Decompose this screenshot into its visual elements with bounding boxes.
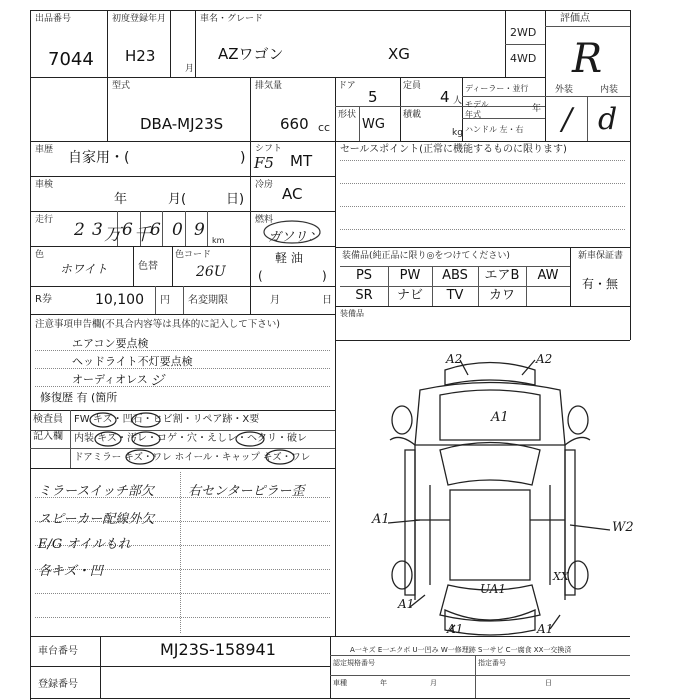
notes-label: 注意事項申告欄(不具合内容等は具体的に記入して下さい) xyxy=(35,319,280,330)
displacement-label: 排気量 xyxy=(255,81,283,91)
color-value: ホワイト xyxy=(60,262,108,276)
drive-4wd: 4WD xyxy=(510,52,537,65)
damage-mark-a1-rear-bottom: A1 xyxy=(447,622,464,636)
name-change-day: 日 xyxy=(322,295,332,306)
sales-point-label: セールスポイント(正常に機能するものに限ります) xyxy=(340,144,567,155)
chassis-label: 車台番号 xyxy=(38,646,78,657)
lot-number-label: 出品番号 xyxy=(35,14,72,24)
usage-close: ) xyxy=(240,150,246,166)
first-registration-label: 初度登録年月 xyxy=(112,14,167,24)
damage-mark-a1-hood: A1 xyxy=(491,410,509,425)
interior-grade: d xyxy=(598,102,618,137)
inspector-row-fw: FW キズ・凹石・ヒビ割・リペア跡・X要 xyxy=(74,414,260,425)
handle-label: ハンドル 左・右 xyxy=(465,125,524,134)
lot-number: 7044 xyxy=(48,49,94,70)
handwritten-note: 各キズ・凹 xyxy=(38,564,103,579)
note-line: エアコン要点検 xyxy=(72,337,149,350)
note-line: オーディオレス xyxy=(72,373,148,386)
capacity: 4 xyxy=(440,88,450,106)
other-equipment-label: 装備品 xyxy=(340,309,364,318)
equipment-label: 装備品(純正品に限り◎をつけてください) xyxy=(342,251,510,261)
inspection-day: 日) xyxy=(226,192,245,207)
shift-value: MT xyxy=(290,152,313,170)
damage-mark-a1-left: A1 xyxy=(372,512,390,527)
model-code: DBA-MJ23S xyxy=(140,115,224,133)
shift-hand: F5 xyxy=(254,154,274,172)
dealer-label: ディーラー・並行 xyxy=(465,84,529,93)
note-line: 修復歴 有 (箇所 xyxy=(40,391,118,404)
color-label: 色 xyxy=(35,250,45,260)
rating-label: 評価点 xyxy=(560,13,590,24)
interior-label: 内装 xyxy=(600,85,619,95)
warranty-label: 新車保証書 xyxy=(578,251,624,261)
name-change-label: 名変期限 xyxy=(188,295,228,306)
mileage-digit: 千 xyxy=(134,225,151,245)
fuel-label: 燃料 xyxy=(255,215,274,225)
damage-mark-ua1: UA1 xyxy=(480,582,507,596)
handwritten-note: スピーカー配線外欠 xyxy=(38,512,155,527)
load-unit: kg xyxy=(452,128,463,138)
car-name: AZワゴン xyxy=(218,45,284,63)
audio-hand: ジ xyxy=(150,373,164,389)
grade: XG xyxy=(388,45,410,63)
mileage-digit: 0 xyxy=(172,220,183,240)
damage-mark-w2: W2 xyxy=(612,520,634,535)
warranty-value: 有・無 xyxy=(582,277,619,291)
handwritten-note-right: 右センターピラー歪 xyxy=(188,484,305,499)
mileage-digit: 6 xyxy=(122,220,133,240)
rating-value: R xyxy=(572,36,603,82)
load-label: 積載 xyxy=(403,110,422,120)
footer-box-label: 指定番号 xyxy=(478,659,506,667)
footer-box-label: 車種 xyxy=(333,679,347,687)
name-change-month: 月 xyxy=(270,295,280,306)
displacement: 660 xyxy=(280,115,309,133)
color-code-label: 色コード xyxy=(175,250,212,260)
footer-box-label: 年 xyxy=(380,679,387,687)
usage-value: 自家用・( xyxy=(68,150,130,166)
color-change-label: 色替 xyxy=(138,261,158,272)
recycle-unit: 円 xyxy=(160,295,170,306)
inspector-row-interior: 内装 キズ・汚レ・コゲ・穴・えしレ・ヘタリ・破レ xyxy=(74,433,307,444)
fuel-value: ガソリン xyxy=(268,230,321,245)
equip-aw: AW xyxy=(537,268,559,283)
door-label: ドア xyxy=(338,81,356,91)
mileage-digit: 9 xyxy=(194,220,205,240)
damage-mark-a1-rear-left: A1 xyxy=(398,597,415,611)
mileage-digit: 3 xyxy=(92,220,103,240)
body-type: WG xyxy=(362,117,385,132)
footer-box-label: 日 xyxy=(545,679,552,687)
footer-box-label: 月 xyxy=(430,679,437,687)
car-name-label: 車名・グレード xyxy=(200,14,264,24)
registration-label: 登録番号 xyxy=(38,679,78,690)
drive-2wd: 2WD xyxy=(510,26,537,39)
inspection-year: 年 xyxy=(114,192,128,207)
equip-ps: PS xyxy=(355,268,373,283)
year-unit: 年 xyxy=(532,104,542,114)
capacity-label: 定員 xyxy=(403,81,422,91)
handwritten-note: E/G オイルもれ xyxy=(38,537,131,552)
inspector-label-2: 記入欄 xyxy=(33,431,63,442)
recycle-label: R券 xyxy=(35,294,52,305)
fuel-other: 軽 油 xyxy=(275,251,303,265)
inspection-month: 月( xyxy=(168,192,187,207)
fuel-circle xyxy=(262,218,322,246)
note-line: ヘッドライト不灯要点検 xyxy=(72,355,193,368)
handwritten-note: ミラースイッチ部欠 xyxy=(38,484,154,499)
chassis-number: MJ23S-158941 xyxy=(160,640,276,659)
registration-era: H23 xyxy=(125,47,156,65)
equip-sr: SR xyxy=(355,288,373,303)
ac-value: AC xyxy=(282,185,303,203)
inspection-label: 車検 xyxy=(35,180,54,190)
fuel-paren-open: ( xyxy=(258,269,263,283)
mileage-digit: 万 xyxy=(104,225,121,245)
model-year-label: モデル年式 xyxy=(465,100,489,119)
equip-navi: ナビ xyxy=(396,288,423,303)
equip-abs: ABS xyxy=(442,268,468,283)
inspector-row-mirror: ドアミラー キズ・ワレ ホイール・キャップ キズ・ワレ xyxy=(74,452,311,463)
mileage-digit: 6 xyxy=(150,220,161,240)
ac-label: 冷房 xyxy=(255,180,274,190)
shift-label: シフト xyxy=(255,144,283,154)
door-count: 5 xyxy=(368,88,378,106)
body-label: 形状 xyxy=(338,110,357,120)
damage-mark-a2-right: A2 xyxy=(536,352,553,366)
damage-legend: A一キズ E一エクボ U一凹み W一修理跡 S一サビ C一腐食 XX一交換済 xyxy=(350,646,572,654)
footer-box-label: 認定規格番号 xyxy=(333,659,375,667)
capacity-unit: 人 xyxy=(453,96,463,106)
model-label: 型式 xyxy=(112,81,131,91)
mileage-digit: 2 xyxy=(74,220,85,240)
equip-airbag: エアB xyxy=(484,268,520,283)
mileage-label: 走行 xyxy=(35,215,54,225)
inspector-label-1: 検査員 xyxy=(33,414,63,425)
exterior-label: 外装 xyxy=(555,85,574,95)
month-unit: 月 xyxy=(185,64,195,74)
equip-pw: PW xyxy=(399,268,421,283)
color-code: 26U xyxy=(196,264,226,280)
equip-leather: カワ xyxy=(488,288,515,303)
equip-tv: TV xyxy=(446,288,464,303)
damage-mark-xx: XX xyxy=(553,570,569,583)
damage-mark-a2-left: A2 xyxy=(446,352,463,366)
fuel-paren-close: ) xyxy=(322,269,327,283)
cc-unit: cc xyxy=(318,121,331,134)
inspector-circles xyxy=(70,410,335,468)
exterior-grade: / xyxy=(562,102,573,137)
damage-mark-a1-rear-right: A1 xyxy=(537,622,554,636)
km-unit: km xyxy=(212,236,225,245)
recycle-value: 10,100 xyxy=(95,292,144,308)
usage-label: 車歴 xyxy=(35,145,54,155)
